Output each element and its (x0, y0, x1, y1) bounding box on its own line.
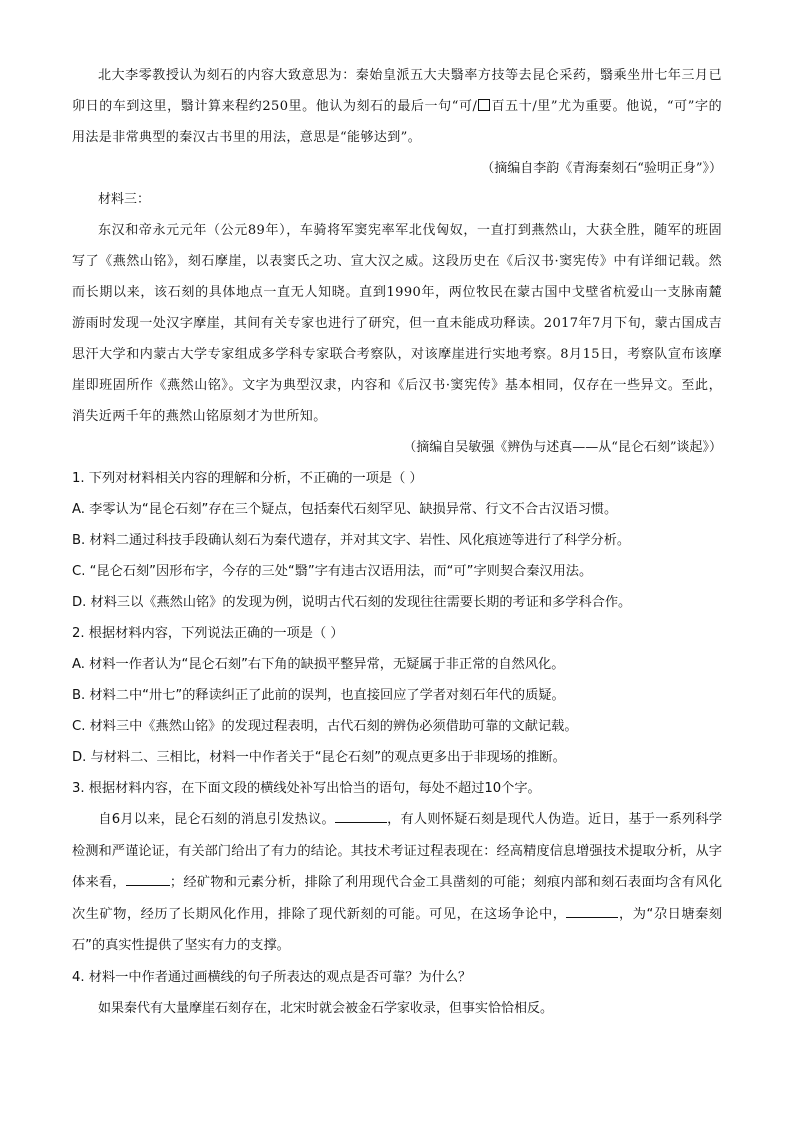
material-two-text-a: 北大李零教授认为刻石的内容大致意思为：秦始皇派五大夫翳率方技等去昆仑采药，翳乘坐卅七年三月已卯日的车到这里，翳计算来程约250里。他认为刻石的最后一句“可/ (72, 68, 722, 114)
question-4-stem: 4. 材料一中作者通过画横线的句子所表达的观点是否可靠？为什么？ (72, 969, 472, 985)
question-2-option-b: B. 材料二中“卅七”的释读纠正了此前的误判，也直接回应了学者对刻石年代的质疑。 (72, 688, 565, 703)
fill-paragraph (72, 804, 722, 962)
material-two-source: （摘编自李韵《青海秦刻石“验明正身”》） (481, 161, 722, 176)
material-three-paragraph: 东汉和帝永元元年（公元89年），车骑将军窦宪率军北伐匈奴，一直打到燕然山，大获全胜，随军的班固写了《燕然山铭》，刻石摩崖，以表窦氏之功、宣大汉之威。这段历史在《后汉书·窦宪传》中有详细记载。然而长期以来，该石刻的具体地点一直无人知晓。直到1990年，两位牧民在蒙古国中戈壁省杭爱山一支脉南麓游雨时发现一处汉字摩崖，其间有关专家也进行了研究，但一直未能成功释读。2017年7月下旬，蒙古国成吉思汗大学和内蒙古大学专家组成多学科专家联合考察队，对该摩崖进行实地考察。8月15日，考察队宣布该摩崖即班固所作《燕然山铭》。文字为典型汉隶，内容和《后汉书·窦宪传》基本相同，仅存在一些异文。至此，消失近两千年的燕然山铭原刻才为世所知。 (72, 223, 722, 424)
question-3-passage (72, 804, 722, 962)
question-2-option-d: D. 与材料二、三相比，材料一中作者关于“昆仑石刻”的观点更多出于非现场的推断。 (72, 750, 566, 765)
question-1-option-a: A. 李零认为“昆仑石刻”存在三个疑点，包括秦代石刻罕见、缺损异常、行文不合古汉语习惯。 (72, 502, 618, 517)
question-2 (72, 618, 722, 773)
question-4-quote: 如果秦代有大量摩崖石刻存在，北宋时就会被金石学家收录，但事实恰恰相反。 (98, 1000, 554, 1016)
question-1-option-c: C. “昆仑石刻”因形布字，今存的三处“翳”字有违古汉语用法，而“可”字则契合秦汉用法。 (72, 564, 593, 579)
question-4 (72, 962, 722, 993)
material-two-tail (72, 60, 722, 153)
material-two-paragraph (72, 60, 722, 153)
question-3-stem: 3. 根据材料内容，在下面文段的横线处补写出恰当的语句，每处不超过10个字。 (72, 781, 541, 796)
question-1-stem: 1. 下列对材料相关内容的理解和分析，不正确的一项是（ ） (72, 471, 423, 486)
question-1 (72, 463, 722, 618)
question-2-option-c: C. 材料三中《燕然山铭》的发现过程表明，古代石刻的辨伪必须借助可靠的文献记载。 (72, 719, 578, 734)
question-2-option-a: A. 材料一作者认为“昆仑石刻”右下角的缺损平整异常，无疑属于非正常的自然风化。 (72, 657, 565, 672)
fill-text-4: ，为“尕日塘秦刻石”的真实性提供了坚实有力的支撑。 (72, 906, 722, 953)
question-3 (72, 773, 722, 804)
exam-page (72, 60, 722, 1024)
answer-blank-3[interactable] (566, 903, 618, 918)
question-1-option-d: D. 材料三以《燕然山铭》的发现为例，说明古代石刻的发现往往需要长期的考证和多学科合作。 (72, 595, 632, 610)
missing-character-box (478, 99, 490, 111)
answer-blank-1[interactable] (335, 808, 387, 823)
fill-text-2: ，有人则怀疑石刻是现代人伪造。近日，基于一系列科学检测和严谨论证，有关部门给出了有力的结论。其技术考证过程表现在：经高精度信息增强技术提取分析，从字体来看， (72, 812, 723, 890)
question-1-option-b: B. 材料二通过科技手段确认刻石为秦代遗存，并对其文字、岩性、风化痕迹等进行了科学分析。 (72, 533, 631, 548)
fill-text-1: 自6月以来，昆仑石刻的消息引发热议。 (98, 812, 335, 827)
material-three-heading: 材料三： (98, 192, 151, 207)
answer-blank-2[interactable] (126, 871, 170, 886)
material-three-source: （摘编自吴敏强《辨伪与述真——从“昆仑石刻”谈起》） (403, 440, 722, 455)
fill-text-3: ；经矿物和元素分析，排除了利用现代合金工具凿刻的可能；刻痕内部和刻石表面均含有风化次生矿物，经历了长期风化作用，排除了现代新刻的可能。可见，在这场争论中， (72, 875, 723, 922)
material-three (72, 215, 722, 432)
question-2-stem: 2. 根据材料内容，下列说法正确的一项是（ ） (72, 626, 344, 641)
material-two-text-b: 百五十/里”尤为重要。他说，“可”字的用法是非常典型的秦汉古书里的用法，意思是“能够达到”。 (72, 99, 722, 145)
